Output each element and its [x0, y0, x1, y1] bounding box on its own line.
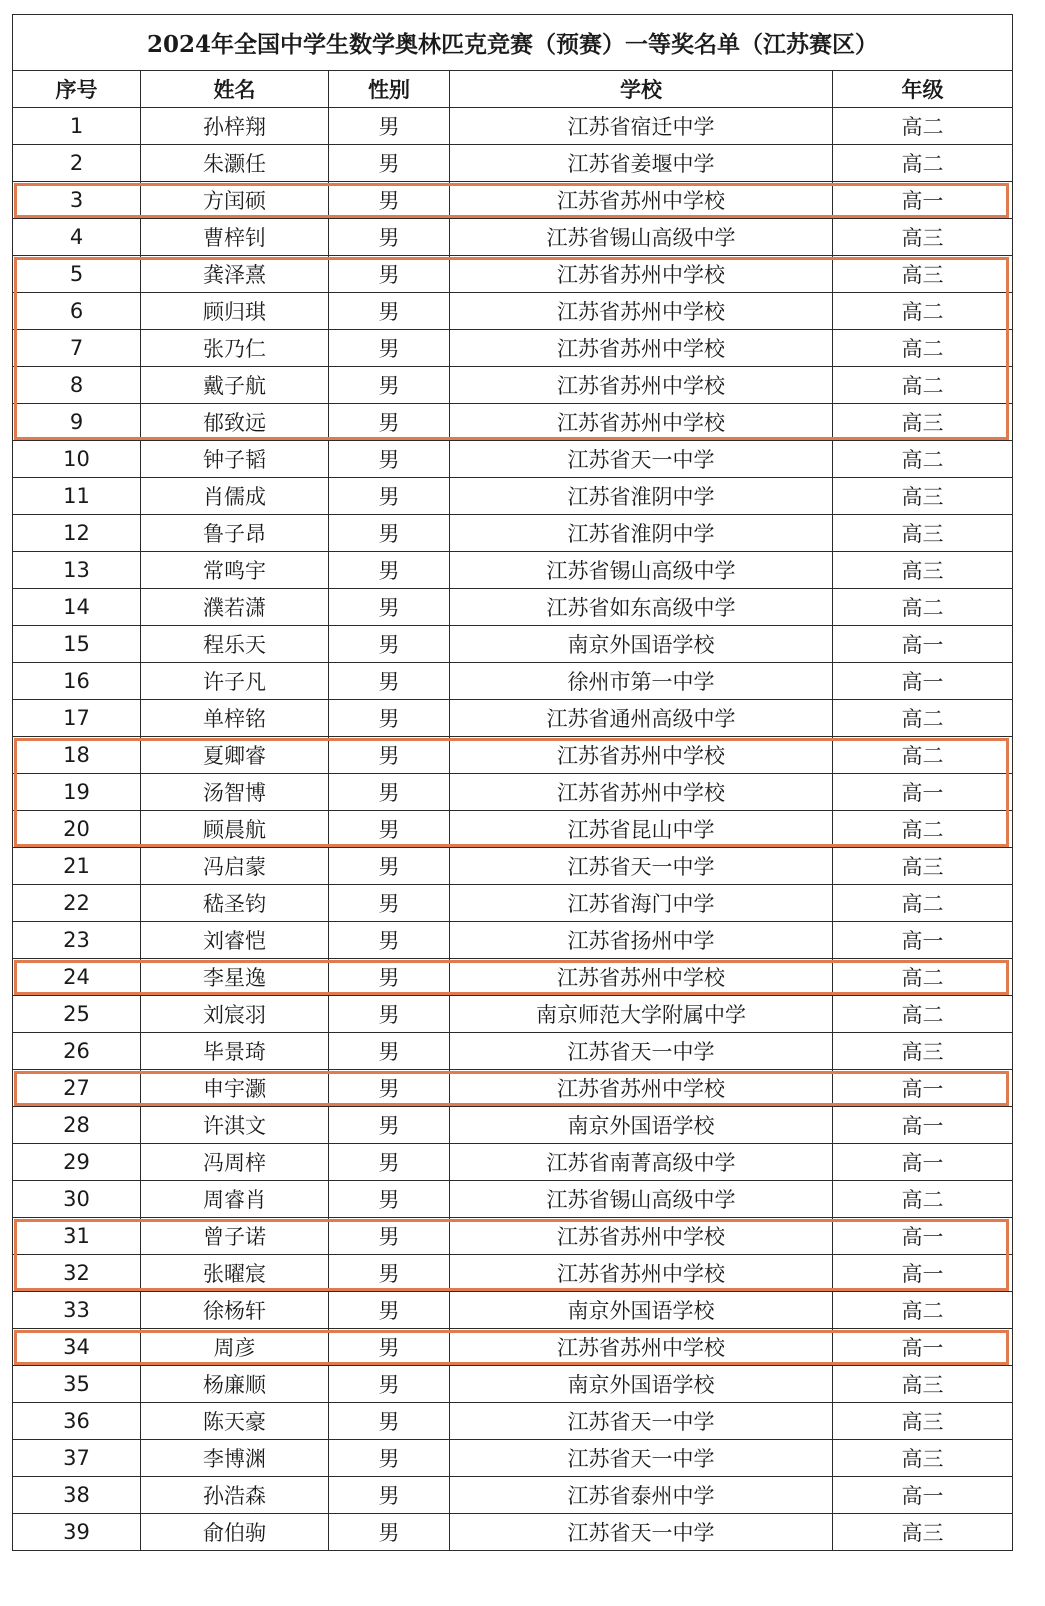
- cell-gender: 男: [329, 737, 450, 774]
- cell-name: 孙梓翔: [141, 108, 329, 145]
- cell-grade: 高一: [833, 663, 1013, 700]
- cell-grade: 高一: [833, 182, 1013, 219]
- cell-name: 肖儒成: [141, 478, 329, 515]
- cell-school: 江苏省苏州中学校: [450, 959, 833, 996]
- cell-gender: 男: [329, 922, 450, 959]
- table-title: 2024年全国中学生数学奥林匹克竞赛（预赛）一等奖名单（江苏赛区）: [13, 15, 1013, 71]
- cell-grade: 高二: [833, 737, 1013, 774]
- table-row: [13, 700, 1013, 737]
- table-row: [13, 1366, 1013, 1403]
- cell-name: 曾子诺: [141, 1218, 329, 1255]
- table-row: [13, 1033, 1013, 1070]
- cell-gender: 男: [329, 848, 450, 885]
- cell-index: 3: [13, 182, 141, 219]
- cell-index: 32: [13, 1255, 141, 1292]
- cell-school: 江苏省海门中学: [450, 885, 833, 922]
- cell-school: 南京师范大学附属中学: [450, 996, 833, 1033]
- column-header-name: 姓名: [141, 71, 329, 108]
- column-header-grade: 年级: [833, 71, 1013, 108]
- cell-name: 周彦: [141, 1329, 329, 1366]
- cell-index: 4: [13, 219, 141, 256]
- cell-grade: 高三: [833, 1403, 1013, 1440]
- cell-index: 19: [13, 774, 141, 811]
- cell-name: 夏卿睿: [141, 737, 329, 774]
- cell-grade: 高三: [833, 1033, 1013, 1070]
- cell-gender: 男: [329, 256, 450, 293]
- cell-index: 26: [13, 1033, 141, 1070]
- cell-gender: 男: [329, 1181, 450, 1218]
- cell-grade: 高一: [833, 774, 1013, 811]
- cell-grade: 高二: [833, 885, 1013, 922]
- cell-school: 江苏省苏州中学校: [450, 1329, 833, 1366]
- cell-gender: 男: [329, 774, 450, 811]
- cell-gender: 男: [329, 1366, 450, 1403]
- cell-gender: 男: [329, 1218, 450, 1255]
- cell-index: 8: [13, 367, 141, 404]
- cell-index: 13: [13, 552, 141, 589]
- cell-name: 张乃仁: [141, 330, 329, 367]
- cell-school: 江苏省淮阴中学: [450, 478, 833, 515]
- cell-name: 常鸣宇: [141, 552, 329, 589]
- cell-index: 7: [13, 330, 141, 367]
- cell-index: 38: [13, 1477, 141, 1514]
- cell-gender: 男: [329, 663, 450, 700]
- table-row: [13, 848, 1013, 885]
- cell-index: 39: [13, 1514, 141, 1551]
- cell-index: 27: [13, 1070, 141, 1107]
- cell-index: 6: [13, 293, 141, 330]
- cell-gender: 男: [329, 404, 450, 441]
- cell-name: 龚泽熹: [141, 256, 329, 293]
- table-row: [13, 108, 1013, 145]
- cell-school: 江苏省淮阴中学: [450, 515, 833, 552]
- cell-school: 江苏省锡山高级中学: [450, 1181, 833, 1218]
- cell-grade: 高三: [833, 1514, 1013, 1551]
- cell-school: 江苏省锡山高级中学: [450, 219, 833, 256]
- cell-index: 9: [13, 404, 141, 441]
- cell-index: 10: [13, 441, 141, 478]
- cell-index: 28: [13, 1107, 141, 1144]
- cell-grade: 高二: [833, 811, 1013, 848]
- column-header-index: 序号: [13, 71, 141, 108]
- cell-school: 江苏省苏州中学校: [450, 1218, 833, 1255]
- cell-gender: 男: [329, 996, 450, 1033]
- cell-school: 江苏省锡山高级中学: [450, 552, 833, 589]
- cell-school: 江苏省苏州中学校: [450, 367, 833, 404]
- cell-school: 江苏省天一中学: [450, 1440, 833, 1477]
- cell-school: 江苏省扬州中学: [450, 922, 833, 959]
- cell-school: 江苏省昆山中学: [450, 811, 833, 848]
- cell-grade: 高二: [833, 441, 1013, 478]
- cell-gender: 男: [329, 811, 450, 848]
- table-row: [13, 1403, 1013, 1440]
- cell-school: 江苏省苏州中学校: [450, 256, 833, 293]
- header-row: [13, 71, 1013, 108]
- cell-gender: 男: [329, 552, 450, 589]
- table-row: [13, 256, 1013, 293]
- table-row: [13, 367, 1013, 404]
- cell-gender: 男: [329, 626, 450, 663]
- cell-grade: 高二: [833, 145, 1013, 182]
- cell-school: 江苏省宿迁中学: [450, 108, 833, 145]
- cell-grade: 高二: [833, 1181, 1013, 1218]
- cell-name: 朱灏任: [141, 145, 329, 182]
- cell-gender: 男: [329, 1033, 450, 1070]
- cell-name: 郁致远: [141, 404, 329, 441]
- cell-index: 30: [13, 1181, 141, 1218]
- cell-school: 徐州市第一中学: [450, 663, 833, 700]
- table-row: [13, 1107, 1013, 1144]
- cell-grade: 高二: [833, 367, 1013, 404]
- cell-name: 冯周梓: [141, 1144, 329, 1181]
- cell-gender: 男: [329, 515, 450, 552]
- table-row: [13, 1181, 1013, 1218]
- cell-grade: 高三: [833, 256, 1013, 293]
- cell-grade: 高二: [833, 1292, 1013, 1329]
- cell-index: 33: [13, 1292, 141, 1329]
- cell-school: 江苏省苏州中学校: [450, 1255, 833, 1292]
- table-row: [13, 552, 1013, 589]
- cell-grade: 高三: [833, 552, 1013, 589]
- cell-gender: 男: [329, 1477, 450, 1514]
- cell-name: 张曜宸: [141, 1255, 329, 1292]
- cell-gender: 男: [329, 1514, 450, 1551]
- cell-index: 16: [13, 663, 141, 700]
- cell-gender: 男: [329, 145, 450, 182]
- cell-school: 江苏省苏州中学校: [450, 293, 833, 330]
- cell-gender: 男: [329, 182, 450, 219]
- table-row: [13, 330, 1013, 367]
- cell-grade: 高一: [833, 1218, 1013, 1255]
- cell-school: 江苏省苏州中学校: [450, 404, 833, 441]
- cell-index: 18: [13, 737, 141, 774]
- cell-index: 21: [13, 848, 141, 885]
- cell-gender: 男: [329, 1144, 450, 1181]
- cell-grade: 高一: [833, 1070, 1013, 1107]
- column-header-school: 学校: [450, 71, 833, 108]
- cell-grade: 高一: [833, 922, 1013, 959]
- cell-index: 24: [13, 959, 141, 996]
- cell-gender: 男: [329, 700, 450, 737]
- cell-gender: 男: [329, 478, 450, 515]
- cell-grade: 高二: [833, 589, 1013, 626]
- table-row: [13, 1477, 1013, 1514]
- cell-index: 2: [13, 145, 141, 182]
- cell-gender: 男: [329, 330, 450, 367]
- table-row: [13, 1329, 1013, 1366]
- cell-name: 俞伯驹: [141, 1514, 329, 1551]
- table-row: [13, 663, 1013, 700]
- cell-grade: 高一: [833, 1329, 1013, 1366]
- cell-index: 35: [13, 1366, 141, 1403]
- cell-index: 37: [13, 1440, 141, 1477]
- cell-grade: 高二: [833, 996, 1013, 1033]
- table-row: [13, 404, 1013, 441]
- cell-name: 顾晨航: [141, 811, 329, 848]
- cell-school: 南京外国语学校: [450, 1366, 833, 1403]
- cell-name: 刘宸羽: [141, 996, 329, 1033]
- cell-grade: 高二: [833, 108, 1013, 145]
- cell-gender: 男: [329, 1292, 450, 1329]
- cell-grade: 高二: [833, 959, 1013, 996]
- cell-gender: 男: [329, 1440, 450, 1477]
- cell-name: 嵇圣钧: [141, 885, 329, 922]
- cell-index: 34: [13, 1329, 141, 1366]
- cell-name: 单梓铭: [141, 700, 329, 737]
- table-row: [13, 774, 1013, 811]
- cell-gender: 男: [329, 1070, 450, 1107]
- table-row: [13, 219, 1013, 256]
- table-row: [13, 737, 1013, 774]
- cell-gender: 男: [329, 441, 450, 478]
- cell-grade: 高一: [833, 626, 1013, 663]
- table-row: [13, 1255, 1013, 1292]
- cell-school: 江苏省如东高级中学: [450, 589, 833, 626]
- table-row: [13, 145, 1013, 182]
- cell-name: 许淇文: [141, 1107, 329, 1144]
- cell-school: 江苏省苏州中学校: [450, 182, 833, 219]
- table-row: [13, 922, 1013, 959]
- table-row: [13, 1218, 1013, 1255]
- cell-name: 杨廉顺: [141, 1366, 329, 1403]
- cell-school: 南京外国语学校: [450, 1107, 833, 1144]
- cell-name: 濮若潇: [141, 589, 329, 626]
- cell-grade: 高三: [833, 219, 1013, 256]
- cell-name: 鲁子昂: [141, 515, 329, 552]
- cell-index: 20: [13, 811, 141, 848]
- cell-school: 江苏省天一中学: [450, 848, 833, 885]
- cell-index: 23: [13, 922, 141, 959]
- cell-name: 申宇灏: [141, 1070, 329, 1107]
- cell-grade: 高一: [833, 1107, 1013, 1144]
- cell-index: 17: [13, 700, 141, 737]
- cell-name: 周睿肖: [141, 1181, 329, 1218]
- cell-index: 14: [13, 589, 141, 626]
- cell-gender: 男: [329, 367, 450, 404]
- cell-name: 方闰硕: [141, 182, 329, 219]
- cell-grade: 高三: [833, 1440, 1013, 1477]
- cell-name: 陈天豪: [141, 1403, 329, 1440]
- cell-grade: 高三: [833, 848, 1013, 885]
- cell-gender: 男: [329, 885, 450, 922]
- cell-school: 江苏省南菁高级中学: [450, 1144, 833, 1181]
- cell-name: 毕景琦: [141, 1033, 329, 1070]
- cell-grade: 高一: [833, 1255, 1013, 1292]
- cell-gender: 男: [329, 959, 450, 996]
- cell-index: 31: [13, 1218, 141, 1255]
- cell-name: 冯启蒙: [141, 848, 329, 885]
- cell-index: 5: [13, 256, 141, 293]
- column-header-gender: 性别: [329, 71, 450, 108]
- cell-school: 江苏省天一中学: [450, 1033, 833, 1070]
- cell-index: 22: [13, 885, 141, 922]
- cell-gender: 男: [329, 1329, 450, 1366]
- table-row: [13, 1070, 1013, 1107]
- table-row: [13, 626, 1013, 663]
- table-row: [13, 1514, 1013, 1551]
- cell-school: 江苏省通州高级中学: [450, 700, 833, 737]
- cell-school: 江苏省苏州中学校: [450, 330, 833, 367]
- table-row: [13, 959, 1013, 996]
- cell-gender: 男: [329, 1255, 450, 1292]
- cell-name: 刘睿恺: [141, 922, 329, 959]
- cell-name: 曹梓钊: [141, 219, 329, 256]
- table-row: [13, 589, 1013, 626]
- table-row: [13, 478, 1013, 515]
- cell-name: 李博渊: [141, 1440, 329, 1477]
- cell-gender: 男: [329, 1107, 450, 1144]
- cell-school: 江苏省苏州中学校: [450, 1070, 833, 1107]
- table-row: [13, 996, 1013, 1033]
- cell-index: 1: [13, 108, 141, 145]
- cell-school: 南京外国语学校: [450, 1292, 833, 1329]
- cell-grade: 高三: [833, 478, 1013, 515]
- cell-gender: 男: [329, 589, 450, 626]
- cell-name: 程乐天: [141, 626, 329, 663]
- cell-grade: 高三: [833, 404, 1013, 441]
- cell-name: 徐杨轩: [141, 1292, 329, 1329]
- cell-grade: 高一: [833, 1144, 1013, 1181]
- cell-index: 12: [13, 515, 141, 552]
- table-row: [13, 182, 1013, 219]
- table-row: [13, 293, 1013, 330]
- cell-name: 顾归琪: [141, 293, 329, 330]
- cell-name: 李星逸: [141, 959, 329, 996]
- table-row: [13, 441, 1013, 478]
- cell-grade: 高二: [833, 330, 1013, 367]
- cell-name: 许子凡: [141, 663, 329, 700]
- cell-grade: 高三: [833, 1366, 1013, 1403]
- cell-gender: 男: [329, 108, 450, 145]
- cell-grade: 高一: [833, 1477, 1013, 1514]
- cell-school: 江苏省泰州中学: [450, 1477, 833, 1514]
- cell-grade: 高二: [833, 700, 1013, 737]
- cell-name: 戴子航: [141, 367, 329, 404]
- cell-index: 25: [13, 996, 141, 1033]
- cell-grade: 高二: [833, 293, 1013, 330]
- cell-school: 江苏省天一中学: [450, 1403, 833, 1440]
- cell-grade: 高三: [833, 515, 1013, 552]
- cell-name: 孙浩森: [141, 1477, 329, 1514]
- cell-school: 江苏省天一中学: [450, 441, 833, 478]
- table-row: [13, 1144, 1013, 1181]
- table-row: [13, 811, 1013, 848]
- cell-name: 汤智博: [141, 774, 329, 811]
- cell-school: 江苏省苏州中学校: [450, 737, 833, 774]
- cell-gender: 男: [329, 293, 450, 330]
- cell-index: 11: [13, 478, 141, 515]
- cell-school: 南京外国语学校: [450, 626, 833, 663]
- table-row: [13, 885, 1013, 922]
- cell-index: 15: [13, 626, 141, 663]
- cell-name: 钟子韬: [141, 441, 329, 478]
- table-row: [13, 1292, 1013, 1329]
- cell-school: 江苏省天一中学: [450, 1514, 833, 1551]
- cell-index: 36: [13, 1403, 141, 1440]
- table-row: [13, 515, 1013, 552]
- cell-school: 江苏省姜堰中学: [450, 145, 833, 182]
- table-row: [13, 1440, 1013, 1477]
- award-list-table: [12, 14, 1013, 1551]
- cell-gender: 男: [329, 219, 450, 256]
- cell-school: 江苏省苏州中学校: [450, 774, 833, 811]
- cell-gender: 男: [329, 1403, 450, 1440]
- cell-index: 29: [13, 1144, 141, 1181]
